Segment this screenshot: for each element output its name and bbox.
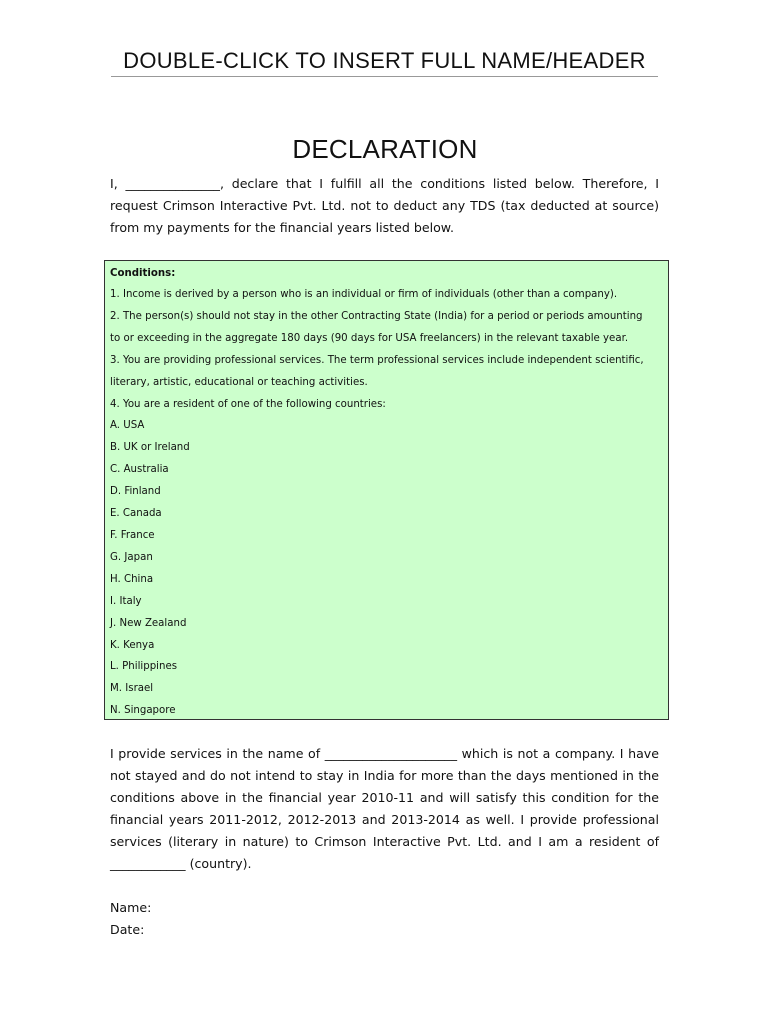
statement-text-2: which is not a company. I have not stayed and do not intend to stay in India for more than the days mentioned in the conditions above in the financial year 2010-11 and will satisfy this condition for the financial years 2011-2012, 2012-2013 and 2013-2014 as well. I provide professional services (literary in nature) to Crimson Interactive Pvt. Ltd. and I am a resident of xyxy=(110,746,659,849)
country-item: C. Australia xyxy=(110,464,169,476)
country-item: G. Japan xyxy=(110,551,153,563)
service-name-blank: _____________________ xyxy=(324,746,457,761)
conditions-box xyxy=(104,260,669,720)
condition-line: 4. You are a resident of one of the following countries: xyxy=(110,398,386,410)
country-item: E. Canada xyxy=(110,508,162,520)
country-item: L. Philippines xyxy=(110,661,178,673)
condition-line: to or exceeding in the aggregate 180 days (90 days for USA freelancers) in the relevant taxable year. xyxy=(110,332,629,344)
document-header[interactable]: DOUBLE-CLICK TO INSERT FULL NAME/HEADER xyxy=(111,48,658,77)
country-item: A. USA xyxy=(110,420,145,432)
country-item: B. UK or Ireland xyxy=(110,442,190,454)
name-blank: _______________ xyxy=(125,176,220,191)
intro-paragraph xyxy=(110,173,659,239)
intro-text-start: I, xyxy=(110,176,126,191)
country-item: I. Italy xyxy=(110,595,142,607)
country-item: H. China xyxy=(110,573,154,585)
statement-text-1: I provide services in the name of xyxy=(110,746,325,761)
page-title: DECLARATION xyxy=(292,134,478,164)
country-item: D. Finland xyxy=(110,486,161,498)
country-item: K. Kenya xyxy=(110,639,155,651)
country-item: J. New Zealand xyxy=(110,617,187,629)
intro-text-rest: , declare that I fulfill all the conditions listed below. Therefore, I request Crimson Interactive Pvt. Ltd. not to deduct any TDS (tax deducted at source) from my payments for the financial years listed below. xyxy=(110,176,659,235)
date-label: Date: xyxy=(110,922,145,937)
conditions-heading: Conditions: xyxy=(110,268,176,279)
condition-line: 2. The person(s) should not stay in the other Contracting State (India) for a period or periods amounting xyxy=(110,310,643,322)
condition-line: literary, artistic, educational or teaching activities. xyxy=(110,376,368,388)
statement-paragraph xyxy=(110,743,659,875)
country-item: M. Israel xyxy=(110,683,154,695)
condition-line: 3. You are providing professional services. The term professional services include independent scientific, xyxy=(110,354,644,366)
country-item: F. France xyxy=(110,529,155,541)
condition-line: 1. Income is derived by a person who is an individual or firm of individuals (other than a company). xyxy=(110,289,618,300)
country-item: N. Singapore xyxy=(110,705,176,717)
statement-text-3: (country). xyxy=(185,856,252,871)
name-label: Name: xyxy=(110,900,152,915)
country-blank: ____________ xyxy=(110,856,186,871)
